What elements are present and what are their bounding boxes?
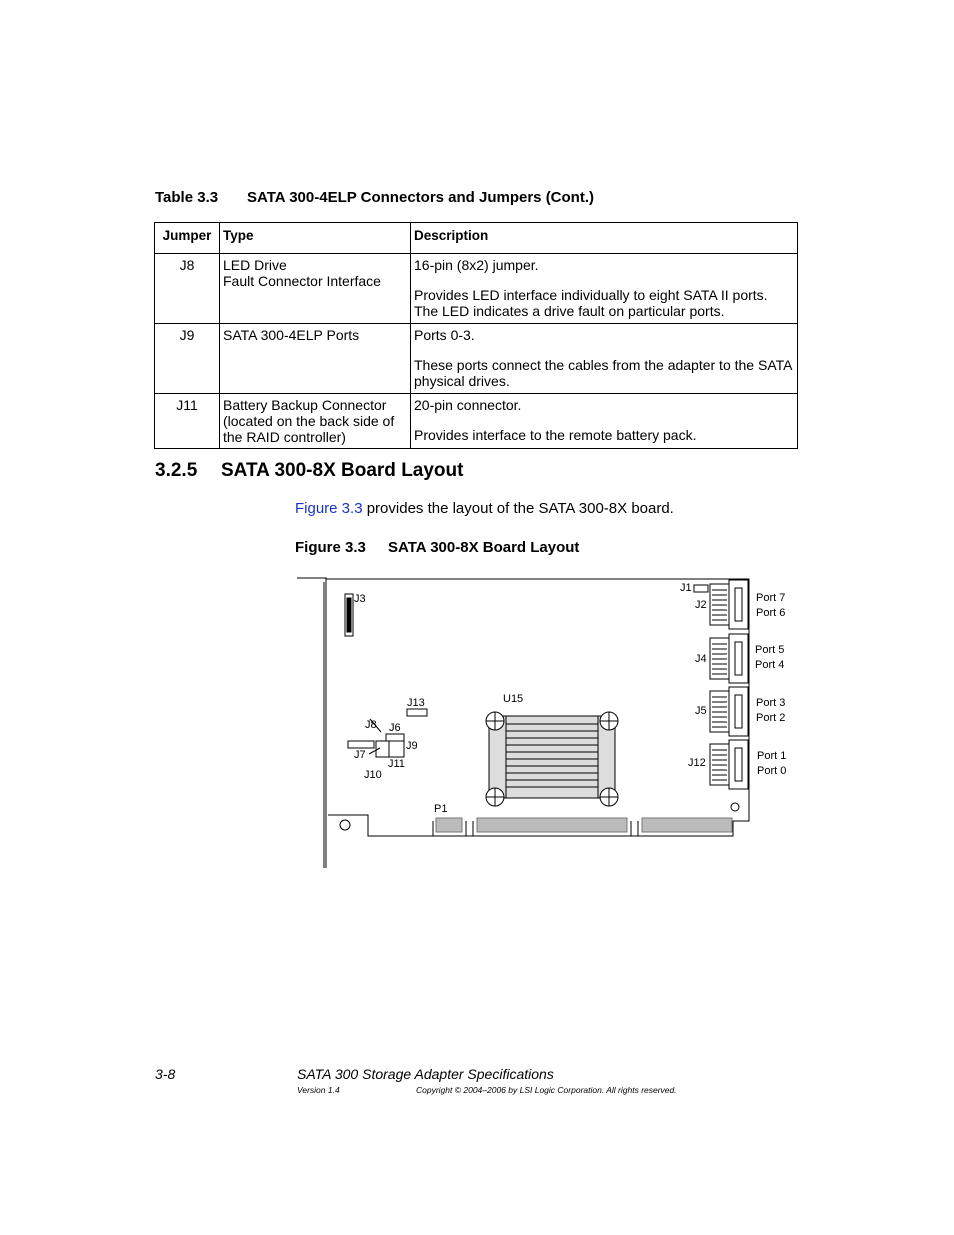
description-line: physical drives. [414,373,510,389]
label-port3: Port 3 [756,697,786,709]
j9-j11-jumper-block [376,741,404,757]
description-cell [411,324,798,394]
description-line: Provides interface to the remote battery pack. [414,427,697,443]
label-j8: J8 [365,719,377,731]
label-j6: J6 [389,722,401,734]
sata-port-connector-54 [710,634,748,683]
label-u15: U15 [503,693,524,705]
table-header-row [155,223,798,254]
type-line: LED Drive [223,257,287,273]
label-j4: J4 [695,653,707,665]
label-port6: Port 6 [756,607,786,619]
table-row [155,254,798,324]
mounting-bracket [297,578,326,868]
section-title: SATA 300-8X Board Layout [221,460,464,481]
label-j10: J10 [364,769,382,781]
label-j11: J11 [388,758,405,770]
label-port7: Port 7 [756,592,786,604]
label-j13: J13 [407,697,425,709]
intro-paragraph [295,500,674,517]
footer-copyright: Copyright © 2004–2006 by LSI Logic Corporation. All rights reserved. [416,1085,677,1095]
connectors-table [154,222,798,449]
description-line: Provides LED interface individually to eight SATA II ports. [414,287,768,303]
type-cell [220,324,411,394]
table-row [155,394,798,449]
label-j5: J5 [695,705,707,717]
label-port4: Port 4 [755,659,785,671]
header-type: Type [220,223,411,254]
section-number: 3.2.5 [155,460,198,481]
label-j7: J7 [354,749,366,761]
description-line: 20-pin connector. [414,397,522,413]
label-j12: J12 [688,757,706,769]
j13-jumper [407,709,427,716]
sata-port-connector-32 [710,687,748,736]
jumper-cell: J11 [155,394,220,449]
type-line: the RAID controller) [223,429,346,445]
label-port5: Port 5 [755,644,785,656]
j1-jumper [694,585,708,592]
board-layout-diagram [290,570,810,875]
label-j9: J9 [406,740,418,752]
footer-version: Version 1.4 [297,1085,340,1095]
label-j3: J3 [354,593,366,605]
j6-jumper [386,734,404,741]
table-number: Table 3.3 [155,189,219,206]
figure-caption [295,539,579,556]
footer-title: SATA 300 Storage Adapter Specifications [297,1066,554,1082]
mounting-hole [340,820,350,830]
jumper-cell: J9 [155,324,220,394]
sata-port-connector-76 [710,580,748,629]
table-row [155,324,798,394]
type-line: (located on the back side of [223,413,395,429]
description-cell [411,254,798,324]
type-line: Battery Backup Connector [223,397,387,413]
label-port0: Port 0 [757,765,787,777]
jumper-cell: J8 [155,254,220,324]
type-line: SATA 300-4ELP Ports [223,327,360,343]
j7-jumper [348,741,374,748]
figure-link[interactable]: Figure 3.3 [295,500,363,517]
type-cell [220,394,411,449]
description-line: 16-pin (8x2) jumper. [414,257,539,273]
mounting-hole [731,803,739,811]
description-line: The LED indicates a drive fault on particular ports. [414,303,725,319]
figure-number: Figure 3.3 [295,539,366,556]
label-j2: J2 [695,599,707,611]
header-description: Description [411,223,798,254]
label-port2: Port 2 [756,712,786,724]
type-line: Fault Connector Interface [223,273,381,289]
figure-title: SATA 300-8X Board Layout [388,539,580,556]
table-title: SATA 300-4ELP Connectors and Jumpers (Cont.) [247,189,594,206]
label-j1: J1 [680,582,692,594]
description-line: Ports 0-3. [414,327,475,343]
type-cell [220,254,411,324]
sata-port-connector-10 [710,740,748,789]
label-port1: Port 1 [757,750,787,762]
header-jumper: Jumper [155,223,220,254]
intro-text: provides the layout of the SATA 300-8X board. [362,500,674,517]
table-caption [155,189,594,206]
page-number: 3-8 [155,1066,176,1082]
section-heading [155,460,463,482]
label-p1: P1 [434,803,448,815]
description-cell [411,394,798,449]
description-line: These ports connect the cables from the adapter to the SATA [414,357,793,373]
